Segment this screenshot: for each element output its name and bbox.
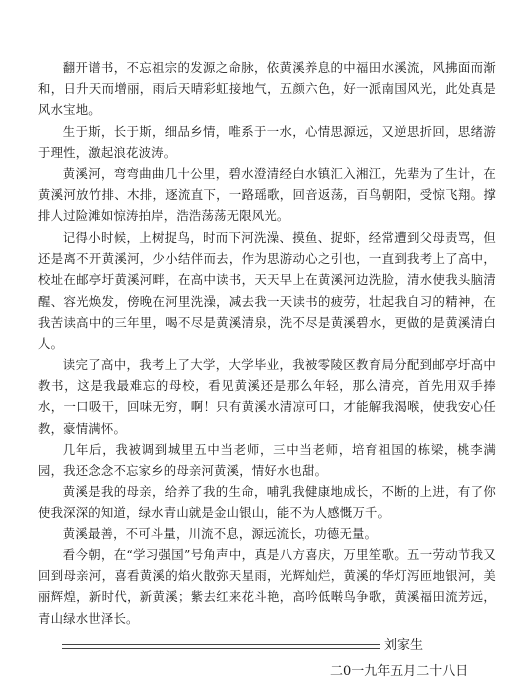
- paragraph-5: 读完了高中，我考上了大学，大学毕业，我被零陵区教育局分配到邮亭圩高中教书，这是我最难忘的母校，看见黄溪还是那么年轻，那么清亮，首先用双手捧水，一口吸干，回味无穷，啊！只有黄溪水清凉可口，才能解我渴喉，使我安心任教，豪情满怀。: [38, 357, 496, 436]
- paragraph-6: 几年后，我被调到城里五中当老师，三中当老师，培育祖国的栋梁，桃李满园，我还念念不忘家乡的母亲河黄溪，情好水也甜。: [38, 442, 496, 479]
- author-name: 刘家生: [384, 638, 424, 653]
- paragraph-9: 看今朝，在“学习强国”号角声中，真是八方喜庆，万里笙歌。五一劳动节我又回到母亲河，喜看黄溪的焰火散弥天星雨，光辉灿烂，黄溪的华灯泻匝地银河，美丽辉煌，新时代，新黄溪；紫去红来花斗艳，高吟低啭鸟争歌，黄溪福田流芳远，青山绿水世泽长。: [38, 547, 496, 626]
- paragraph-8: 黄溪最善，不可斗量，川流不息，源远流长，功德无量。: [62, 526, 378, 541]
- paragraph-3: 黄溪河，弯弯曲曲几十公里，碧水澄清经白水镇汇入湘江，先辈为了生计，在黄溪河放竹排、木排，逐流直下，一路瑶歌，回音返荡，百鸟朝阳，受惊飞翔。撑排人过险滩如惊涛拍岸，浩浩荡荡无限风光。: [38, 166, 496, 224]
- paragraph-4: 记得小时候，上树捉鸟，时而下河洗澡、摸鱼、捉虾，经常遭到父母责骂，但还是离不开黄溪河，少小结伴而去，作为思游动心之引也，一直到我考上了高中，校址在邮亭圩黄溪河畔，在高中读书，天天早上在黄溪河边洗脸，清水使我头脑清醒、容光焕发，傍晚在河里洗澡，减去我一天读书的疲劳，壮起我自习的精神，在我苦读高中的三年里，喝不尽是黄溪清泉，洗不尽是黄溪碧水，更做的是黄溪清白人。: [38, 230, 496, 352]
- signature-divider: [62, 644, 380, 649]
- paragraph-7: 黄溪是我的母亲，给养了我的生命，哺乳我健康地成长，不断的上进，有了你使我深深的知道，绿水青山就是金山银山，能不为人感慨万千。: [38, 484, 496, 521]
- signature-date: 二0一九年五月二十八日: [330, 664, 469, 679]
- paragraph-1: 翻开谱书，不忘祖宗的发源之命脉，依黄溪养息的中福田水溪流，风拂面而渐和，日升天而增丽，雨后天晴彩虹接地气，五颜六色，好一派南国风光，此处真是风水宝地。: [38, 60, 496, 118]
- paragraph-2: 生于斯，长于斯，细品乡情，唯系于一水，心情思源远，又逆思折回，思绪游于理性，激起浪花波涛。: [38, 124, 496, 161]
